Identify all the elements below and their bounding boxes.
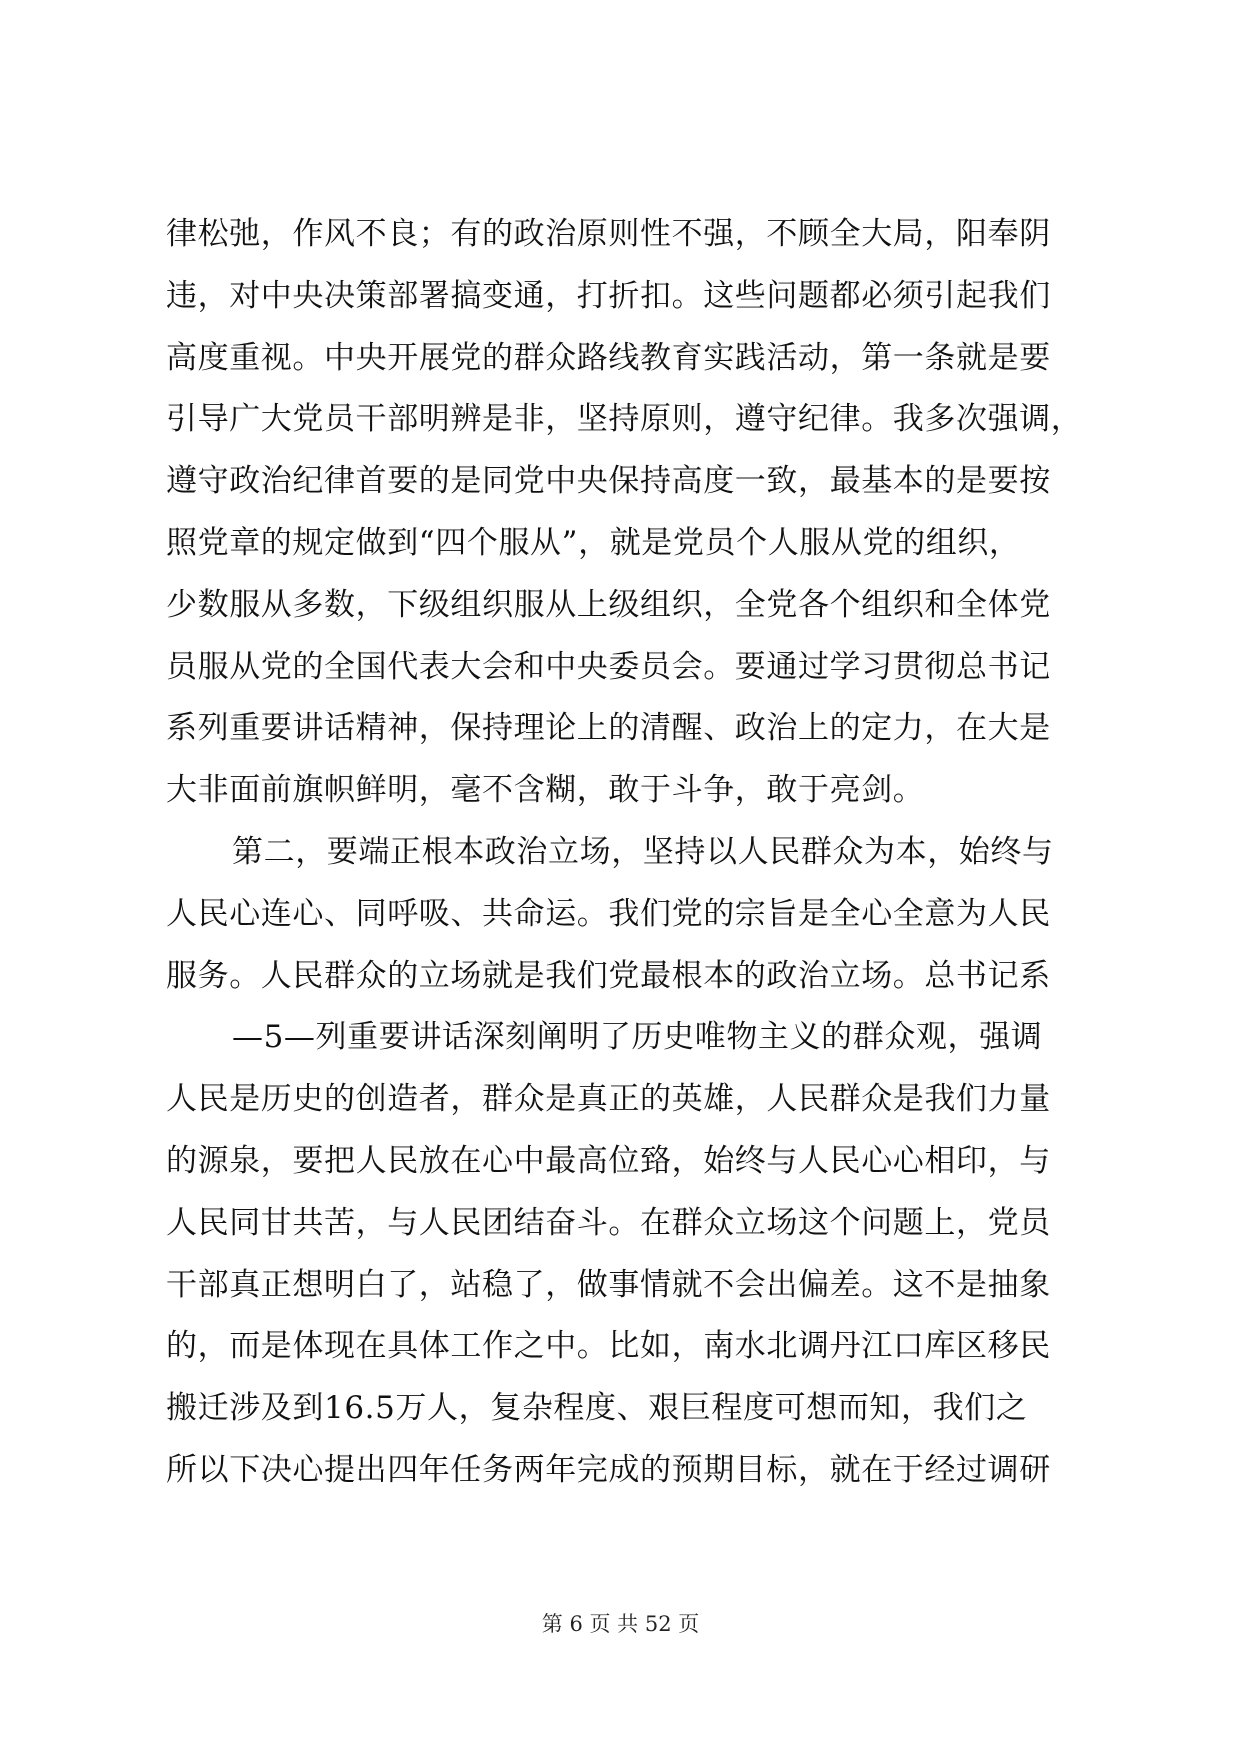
paragraph-start-line: 第二，要端正根本政治立场，坚持以人民群众为本，始终与: [232, 833, 1054, 870]
text-line: 搬迁涉及到16.5万人，复杂程度、艰巨程度可想而知，我们之: [166, 1390, 1028, 1427]
text-line: 的，而是体现在具体工作之中。比如，南水北调丹江口库区移民: [166, 1328, 1051, 1365]
text-line: 人民是历史的创造者，群众是真正的英雄，人民群众是我们力量: [166, 1081, 1051, 1118]
text-line: 系列重要讲话精神，保持理论上的清醒、政治上的定力，在大是: [166, 710, 1051, 747]
text-line: 遵守政治纪律首要的是同党中央保持高度一致，最基本的是要按: [166, 463, 1051, 500]
text-line: 大非面前旗帜鲜明，毫不含糊，敢于斗争，敢于亮剑。: [166, 772, 925, 809]
text-line: 员服从党的全国代表大会和中央委员会。要通过学习贯彻总书记: [166, 648, 1051, 685]
text-line: 的源泉，要把人民放在心中最高位臵，始终与人民心心相印，与: [166, 1142, 1051, 1179]
page-number-label: 第 6 页 共 52 页: [541, 1612, 700, 1636]
body-text: [166, 204, 1086, 1502]
text-line: 所以下决心提出四年任务两年完成的预期目标，就在于经过调研: [166, 1451, 1051, 1488]
text-line: 引导广大党员干部明辨是非，坚持原则，遵守纪律。我多次强调，: [166, 401, 1083, 438]
text-line: 少数服从多数，下级组织服从上级组织，全党各个组织和全体党: [166, 586, 1051, 623]
text-line: 高度重视。中央开展党的群众路线教育实践活动，第一条就是要: [166, 339, 1051, 376]
text-line: 律松弛，作风不良；有的政治原则性不强，不顾全大局，阳奉阴: [166, 216, 1051, 252]
text-line: 照党章的规定做到“四个服从”，就是党员个人服从党的组织，: [166, 524, 1021, 561]
text-line: 人民心连心、同呼吸、共命运。我们党的宗旨是全心全意为人民: [166, 895, 1051, 932]
text-line: 人民同甘共苦，与人民团结奋斗。在群众立场这个问题上，党员: [166, 1204, 1051, 1241]
text-line: 服务。人民群众的立场就是我们党最根本的政治立场。总书记系: [166, 957, 1051, 994]
text-line: 干部真正想明白了，站稳了，做事情就不会出偏差。这不是抽象: [166, 1266, 1051, 1303]
text-line: 违，对中央决策部署搞变通，打折扣。这些问题都必须引起我们: [166, 277, 1051, 314]
page-footer: [0, 1608, 1241, 1638]
text-line-page-marker: —5—列重要讲话深刻阐明了历史唯物主义的群众观，强调: [232, 1019, 1043, 1056]
